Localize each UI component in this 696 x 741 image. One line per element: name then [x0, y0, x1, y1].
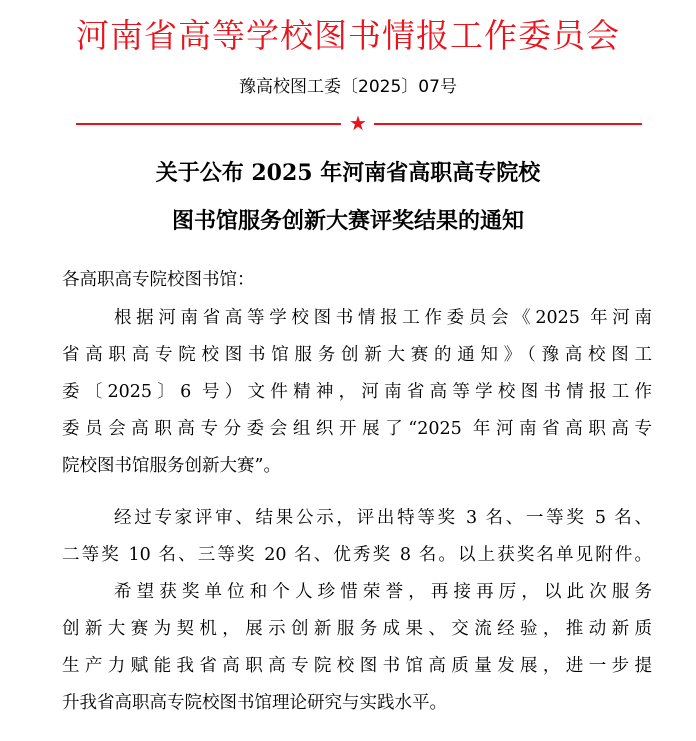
- notice-title-line-1: 关于公布 2025 年河南省高职高专院校: [155, 160, 541, 186]
- red-divider: [76, 111, 642, 135]
- divider-line-right: [374, 123, 642, 125]
- paragraph-line: 升我省高职高专院校图书馆理论研究与实践水平。: [62, 693, 447, 713]
- paragraph-line: 经过专家评审、结果公示，评出特等奖 3 名、一等奖 5 名、: [114, 508, 652, 528]
- document-number: 豫高校图工委〔2025〕07号: [239, 77, 457, 97]
- issuing-organization-title: 河南省高等学校图书情报工作委员会: [76, 16, 620, 55]
- star-icon: ★: [349, 111, 367, 135]
- paragraph-line: 创新大赛为契机，展示创新服务成果、交流经验，推动新质: [62, 619, 652, 639]
- paragraph-line: 院校图书馆服务创新大赛”。: [62, 456, 281, 476]
- notice-title-line-2: 图书馆服务创新大赛评奖结果的通知: [171, 208, 524, 234]
- paragraph-line: 生产力赋能我省高职高专院校图书馆高质量发展，进一步提: [62, 656, 652, 676]
- paragraph-line: 希望获奖单位和个人珍惜荣誉，再接再厉，以此次服务: [114, 582, 652, 602]
- salutation: 各高职高专院校图书馆：: [62, 270, 255, 290]
- divider-line-left: [76, 123, 341, 125]
- paragraph-line: 委〔2025〕6 号）文件精神，河南省高等学校图书情报工作: [62, 382, 652, 402]
- paragraph-3: [62, 574, 652, 722]
- paragraph-2: [62, 500, 652, 574]
- paragraph-line: 根据河南省高等学校图书情报工作委员会《2025 年河南: [114, 308, 652, 328]
- paragraph-line: 二等奖 10 名、三等奖 20 名、优秀奖 8 名。以上获奖名单见附件。: [62, 545, 652, 565]
- paragraph-line: 省高职高专院校图书馆服务创新大赛的通知》（豫高校图工: [62, 345, 652, 365]
- paragraph-1: [62, 300, 652, 485]
- paragraph-line: 委员会高职高专分委会组织开展了“2025 年河南省高职高专: [62, 419, 652, 439]
